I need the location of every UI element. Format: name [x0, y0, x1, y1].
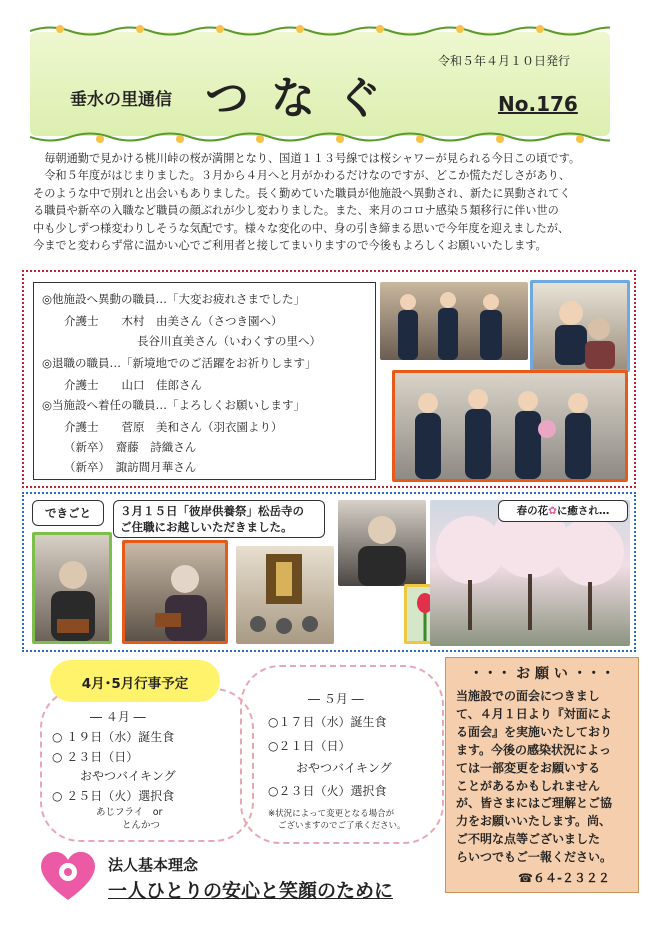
resident-photo-1	[32, 532, 112, 644]
vine-border-top	[30, 24, 610, 38]
motto-label: 法人基本理念	[108, 856, 199, 874]
intro-line: る職員や新卒の入職など職員の顔ぶれが少し変わりました。また、来月のコロナ感染５類移行に伴い世の	[33, 204, 559, 218]
notice-line: 力をお願いいたします。尚、	[456, 814, 612, 829]
april-item: ○ ２５日（火）選択食	[52, 789, 175, 803]
notice-title: ・・・ お 願 い ・・・	[469, 666, 615, 682]
notice-line: て、４月１日より『対面によ	[456, 706, 612, 721]
vine-border-bottom	[30, 130, 610, 144]
intro-line: 中も少しずつ様変わりしそうな気配です。様々な変化の中、身の引き締まる思いで今年度を迎えましたが、	[33, 221, 570, 235]
intro-line: 毎朝通勤で見かける桃川峠の桜が満開となり、国道１１３号線では桜シャワーが見られる今日この頃です。	[44, 152, 581, 165]
intro-line: 令和５年度がはじまりました。３月から４月へと月がかわるだけなのですが、どこか慌ただしさがあり、	[44, 169, 571, 183]
higan-title: ３月１５日「彼岸供養祭」松岳寺の	[120, 504, 304, 518]
may-item: おやつバイキング	[296, 761, 392, 775]
higan-subtitle: ご住職にお越しいただきました。	[120, 520, 293, 534]
staff-line: 長谷川直美さん（いわくすの里へ）	[137, 334, 321, 348]
staff-heading-transfer: ◎他施設へ異動の職員…「大変お疲れさまでした」	[42, 292, 306, 306]
notice-body	[456, 688, 632, 867]
staff-group-photo	[380, 282, 528, 360]
schedule-title: 4月･5月行事予定	[81, 676, 189, 692]
ceremony-icon	[395, 373, 625, 479]
dekigoto-label: できごと	[32, 500, 104, 526]
april-note: とんかつ	[122, 820, 161, 831]
notice-line: ては一部変更をお願いする	[456, 760, 601, 775]
notice-line: る面会』を実施いたしており	[456, 724, 613, 739]
april-item: ○ ２３日（日）	[52, 750, 139, 764]
altar-icon	[236, 546, 334, 644]
may-item: ○１７日（水）誕生食	[268, 715, 387, 729]
may-note: ございますのでご了承ください。	[278, 821, 406, 831]
intro-paragraph	[33, 150, 633, 254]
staff-heading-retire: ◎退職の職員…「新境地でのご活躍をお祈りします」	[42, 356, 317, 370]
staff-line: （新卒） 諏訪間月華さん	[64, 460, 197, 474]
may-note: ※状況によって変更となる場合が	[268, 809, 395, 819]
may-item: ○２１日（日）	[268, 739, 351, 753]
notice-line: 当施設での面会につきまし	[456, 689, 600, 703]
newsletter-title: つなぐ	[205, 73, 403, 124]
notice-phone: ☎６４-２３２２	[518, 871, 610, 885]
higan-caption	[113, 500, 325, 538]
motto-text: 一人ひとりの安心と笑顔のために	[108, 880, 394, 902]
staff-line: 介護士 木村 由美さん（さつき園へ）	[64, 314, 283, 328]
intro-line: そのような中で別れと出会いもありました。長く勤めていた職員が他施設へ異動され、新たに異動されてく	[33, 186, 571, 200]
spring-flower-caption	[498, 500, 628, 522]
issue-date: 令和５年４月１０日発行	[438, 54, 571, 68]
notice-line: ことがあるかもしれません	[456, 778, 601, 793]
sakura-icon: ✿	[548, 505, 557, 517]
heart-logo-icon	[38, 848, 98, 902]
people-icon	[533, 283, 627, 369]
priest-icon	[338, 500, 426, 586]
april-item: ○ １９日（水）誕生食	[52, 730, 175, 744]
resident-icon	[125, 543, 225, 641]
spring-caption-post: に癒され…	[556, 505, 610, 517]
may-heading: ― ５月 ―	[308, 692, 364, 706]
staff-line: （新卒） 齋藤 詩織さん	[64, 440, 197, 454]
notice-line: ます。今後の感染状況によっ	[456, 742, 612, 757]
resident-photo-2	[122, 540, 228, 644]
april-heading: ― ４月 ―	[90, 710, 146, 724]
notice-line: ご不明な点等ございました	[456, 832, 601, 847]
resident-icon	[35, 535, 109, 641]
notice-line: が、皆さまにはご理解とご協	[456, 796, 613, 811]
may-item: ○２３日（火）選択食	[268, 784, 387, 798]
staff-figures-icon	[380, 282, 528, 360]
staff-heading-arrival: ◎当施設へ着任の職員…「よろしくお願いします」	[42, 398, 306, 412]
issue-number: No.176	[498, 92, 578, 116]
intro-line: 今までと変わらず常に温かい心でご利用者と接してまいりますので今後もよろしくお願いいたします。	[33, 239, 547, 253]
staff-line: 介護士 菅原 美和さん（羽衣園より）	[64, 420, 283, 434]
newsletter-subtitle: 垂水の里通信	[70, 90, 172, 110]
bouquet-ceremony-photo	[392, 370, 628, 482]
april-item: おやつバイキング	[80, 769, 176, 783]
staff-changes-box	[33, 282, 376, 480]
altar-photo	[236, 546, 334, 644]
priest-photo	[338, 500, 426, 586]
april-note: あじフライ or	[96, 807, 163, 818]
spring-caption-pre: 春の花	[516, 505, 549, 517]
notice-line: らいつでもご一報ください。	[456, 850, 613, 865]
resident-staff-photo	[530, 280, 630, 372]
staff-line: 介護士 山口 佳郎さん	[64, 378, 202, 392]
